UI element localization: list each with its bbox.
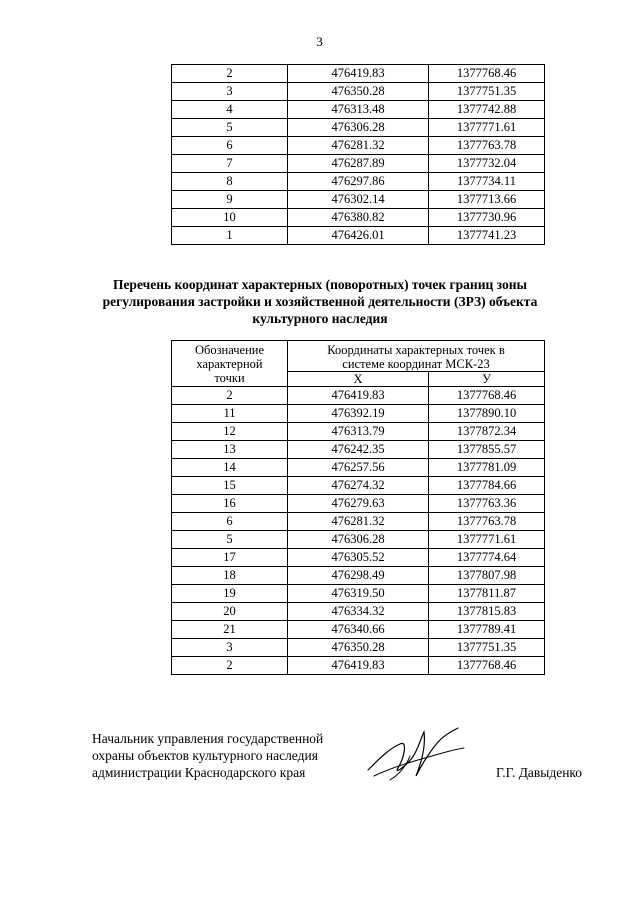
table-row xyxy=(172,621,545,639)
x-coordinate-cell: 476419.83 xyxy=(288,65,429,83)
coordinates-table-continued xyxy=(171,64,545,245)
y-coordinate-cell: 1377781.09 xyxy=(429,459,545,477)
section-title-line-2: регулирования застройки и хозяйственной деятельности (ЗРЗ) объекта xyxy=(102,294,538,309)
table-row xyxy=(172,513,545,531)
header-coords-line-1: Координаты характерных точек в xyxy=(327,343,505,357)
header-point-designation xyxy=(172,341,288,387)
x-coordinate-cell: 476340.66 xyxy=(288,621,429,639)
table-row xyxy=(172,567,545,585)
table-row xyxy=(172,137,545,155)
x-coordinate-cell: 476350.28 xyxy=(288,639,429,657)
x-coordinate-cell: 476274.32 xyxy=(288,477,429,495)
x-coordinate-cell: 476257.56 xyxy=(288,459,429,477)
y-coordinate-cell: 1377730.96 xyxy=(429,209,545,227)
x-coordinate-cell: 476306.28 xyxy=(288,531,429,549)
y-coordinate-cell: 1377774.64 xyxy=(429,549,545,567)
table-row xyxy=(172,119,545,137)
x-coordinate-cell: 476426.01 xyxy=(288,227,429,245)
x-coordinate-cell: 476306.28 xyxy=(288,119,429,137)
y-coordinate-cell: 1377751.35 xyxy=(429,83,545,101)
point-number-cell: 13 xyxy=(172,441,288,459)
x-coordinate-cell: 476419.83 xyxy=(288,657,429,675)
header-coords-line-2: системе координат МСК-23 xyxy=(342,357,490,371)
point-number-cell: 15 xyxy=(172,477,288,495)
y-coordinate-cell: 1377768.46 xyxy=(429,657,545,675)
x-coordinate-cell: 476350.28 xyxy=(288,83,429,101)
x-coordinate-cell: 476279.63 xyxy=(288,495,429,513)
header-x: X xyxy=(288,372,429,387)
header-y: У xyxy=(429,372,545,387)
x-coordinate-cell: 476281.32 xyxy=(288,137,429,155)
y-coordinate-cell: 1377872.34 xyxy=(429,423,545,441)
point-number-cell: 19 xyxy=(172,585,288,603)
x-coordinate-cell: 476298.49 xyxy=(288,567,429,585)
table-row xyxy=(172,441,545,459)
x-coordinate-cell: 476334.32 xyxy=(288,603,429,621)
position-line-1: Начальник управления государственной xyxy=(92,731,324,746)
point-number-cell: 21 xyxy=(172,621,288,639)
x-coordinate-cell: 476297.86 xyxy=(288,173,429,191)
table-row xyxy=(172,405,545,423)
table-row xyxy=(172,173,545,191)
x-coordinate-cell: 476302.14 xyxy=(288,191,429,209)
point-number-cell: 16 xyxy=(172,495,288,513)
position-line-3: администрации Краснодарского края xyxy=(92,765,306,780)
y-coordinate-cell: 1377815.83 xyxy=(429,603,545,621)
point-number-cell: 10 xyxy=(172,209,288,227)
table-row xyxy=(172,209,545,227)
table-row xyxy=(172,191,545,209)
y-coordinate-cell: 1377768.46 xyxy=(429,387,545,405)
y-coordinate-cell: 1377732.04 xyxy=(429,155,545,173)
point-number-cell: 8 xyxy=(172,173,288,191)
table-row xyxy=(172,657,545,675)
point-number-cell: 6 xyxy=(172,137,288,155)
point-number-cell: 3 xyxy=(172,639,288,657)
y-coordinate-cell: 1377751.35 xyxy=(429,639,545,657)
x-coordinate-cell: 476313.48 xyxy=(288,101,429,119)
point-number-cell: 5 xyxy=(172,531,288,549)
table-row xyxy=(172,101,545,119)
x-coordinate-cell: 476305.52 xyxy=(288,549,429,567)
section-title-line-3: культурного наследия xyxy=(252,311,388,326)
y-coordinate-cell: 1377807.98 xyxy=(429,567,545,585)
table-row xyxy=(172,477,545,495)
table-row xyxy=(172,531,545,549)
section-title-line-1: Перечень координат характерных (поворотных) точек границ зоны xyxy=(112,277,528,292)
signature-position xyxy=(92,730,323,781)
y-coordinate-cell: 1377768.46 xyxy=(429,65,545,83)
table-row xyxy=(172,65,545,83)
point-number-cell: 1 xyxy=(172,227,288,245)
table-row xyxy=(172,155,545,173)
y-coordinate-cell: 1377784.66 xyxy=(429,477,545,495)
table-row xyxy=(172,423,545,441)
y-coordinate-cell: 1377890.10 xyxy=(429,405,545,423)
signer-name: Г.Г. Давыденко xyxy=(496,765,583,780)
point-number-cell: 14 xyxy=(172,459,288,477)
y-coordinate-cell: 1377713.66 xyxy=(429,191,545,209)
table-row xyxy=(172,549,545,567)
y-coordinate-cell: 1377771.61 xyxy=(429,531,545,549)
point-number-cell: 4 xyxy=(172,101,288,119)
y-coordinate-cell: 1377742.88 xyxy=(429,101,545,119)
point-number-cell: 12 xyxy=(172,423,288,441)
table-row xyxy=(172,83,545,101)
table-header-row xyxy=(172,341,545,372)
point-number-cell: 11 xyxy=(172,405,288,423)
y-coordinate-cell: 1377811.87 xyxy=(429,585,545,603)
point-number-cell: 18 xyxy=(172,567,288,585)
x-coordinate-cell: 476419.83 xyxy=(288,387,429,405)
x-coordinate-cell: 476392.19 xyxy=(288,405,429,423)
table-row xyxy=(172,639,545,657)
table-row xyxy=(172,387,545,405)
table-row xyxy=(172,585,545,603)
y-coordinate-cell: 1377789.41 xyxy=(429,621,545,639)
y-coordinate-cell: 1377855.57 xyxy=(429,441,545,459)
position-line-2: охраны объектов культурного наследия xyxy=(92,748,318,763)
table-row xyxy=(172,603,545,621)
y-coordinate-cell: 1377763.78 xyxy=(429,513,545,531)
y-coordinate-cell: 1377763.36 xyxy=(429,495,545,513)
x-coordinate-cell: 476313.79 xyxy=(288,423,429,441)
point-number-cell: 7 xyxy=(172,155,288,173)
table-row xyxy=(172,459,545,477)
point-number-cell: 17 xyxy=(172,549,288,567)
x-coordinate-cell: 476380.82 xyxy=(288,209,429,227)
x-coordinate-cell: 476281.32 xyxy=(288,513,429,531)
point-number-cell: 5 xyxy=(172,119,288,137)
handwritten-signature xyxy=(360,718,470,788)
page-number: 3 xyxy=(316,34,323,49)
table-row xyxy=(172,227,545,245)
header-designation-line-2: характерной xyxy=(196,356,263,371)
zrz-coordinates-table xyxy=(171,340,545,675)
point-number-cell: 6 xyxy=(172,513,288,531)
point-number-cell: 2 xyxy=(172,657,288,675)
point-number-cell: 20 xyxy=(172,603,288,621)
x-coordinate-cell: 476319.50 xyxy=(288,585,429,603)
y-coordinate-cell: 1377771.61 xyxy=(429,119,545,137)
section-title xyxy=(95,276,545,327)
header-coordinates xyxy=(288,341,545,372)
y-coordinate-cell: 1377741.23 xyxy=(429,227,545,245)
point-number-cell: 9 xyxy=(172,191,288,209)
y-coordinate-cell: 1377763.78 xyxy=(429,137,545,155)
point-number-cell: 2 xyxy=(172,387,288,405)
point-number-cell: 2 xyxy=(172,65,288,83)
header-designation-line-3: точки xyxy=(214,370,245,385)
header-designation-line-1: Обозначение xyxy=(194,342,265,357)
x-coordinate-cell: 476242.35 xyxy=(288,441,429,459)
point-number-cell: 3 xyxy=(172,83,288,101)
x-coordinate-cell: 476287.89 xyxy=(288,155,429,173)
table-row xyxy=(172,495,545,513)
y-coordinate-cell: 1377734.11 xyxy=(429,173,545,191)
